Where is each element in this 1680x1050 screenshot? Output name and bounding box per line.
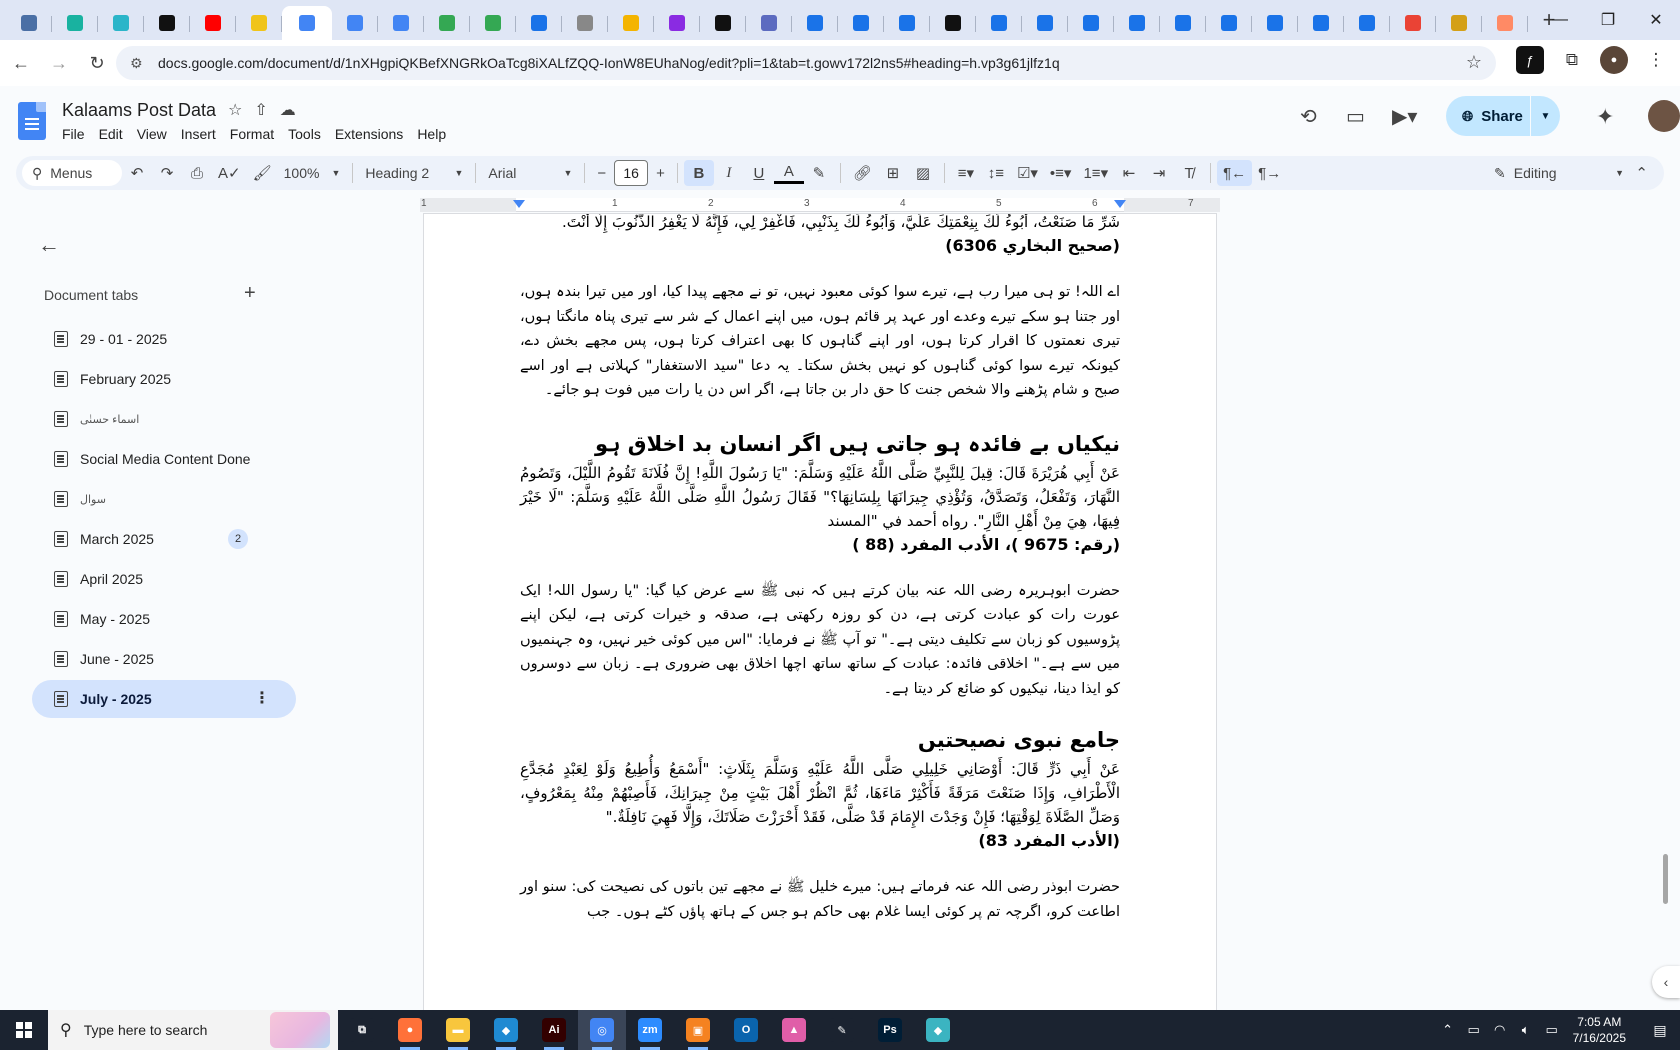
chrome-icon: ◎ <box>590 1018 614 1042</box>
search-placeholder: Type here to search <box>83 1022 208 1038</box>
decrease-indent-icon[interactable]: ⇤ <box>1122 165 1136 182</box>
add-tab-icon[interactable]: + <box>244 282 256 304</box>
clock-time: 7:05 AM <box>1577 1015 1622 1029</box>
caret-down-icon: ▼ <box>1615 168 1624 178</box>
tab-label: March 2025 <box>80 531 154 547</box>
ruler <box>0 198 1680 214</box>
document-tabs-heading: Document tabs <box>44 287 139 303</box>
style-select[interactable] <box>359 160 469 186</box>
system-tray <box>1435 1010 1680 1050</box>
taskbar-app-task-view[interactable] <box>338 1010 386 1050</box>
volume-icon[interactable]: 🔈︎ <box>1521 1022 1530 1037</box>
sidebar-tab-june-2025[interactable] <box>32 640 296 678</box>
tab-favicon-icon <box>945 15 961 31</box>
collapse-toolbar-icon[interactable]: ⌃ <box>1635 165 1648 182</box>
browser-tab[interactable] <box>470 6 516 40</box>
right-indent-marker[interactable] <box>1114 200 1126 208</box>
hadith-reference: (رقم: 9675 )، الأدب المفرد (88 ) <box>852 534 1120 554</box>
tab-favicon-icon <box>393 15 409 31</box>
tab-favicon-icon <box>807 15 823 31</box>
tab-favicon-icon <box>899 15 915 31</box>
firefox-icon: ● <box>398 1018 422 1042</box>
profile-avatar[interactable]: ● <box>1600 46 1628 74</box>
print-icon[interactable]: ⎙ <box>190 164 203 182</box>
extension-f-icon[interactable]: ƒ <box>1516 46 1544 74</box>
browser-tabs <box>6 0 1528 40</box>
new-tab-button[interactable]: + <box>1542 7 1556 32</box>
chrome-menu-icon[interactable]: ⋮ <box>1647 50 1665 69</box>
tab-favicon-icon <box>623 15 639 31</box>
share-button[interactable] <box>1446 96 1560 136</box>
highlight-icon[interactable]: ✎ <box>812 165 826 182</box>
tab-favicon-icon <box>159 15 175 31</box>
taskbar-app-app-teal[interactable] <box>914 1010 962 1050</box>
browser-tab[interactable] <box>98 6 144 40</box>
editing-mode-select[interactable] <box>1494 160 1624 186</box>
ruler-number: 7 <box>1188 198 1194 209</box>
tab-favicon-icon <box>1083 15 1099 31</box>
browser-tab[interactable] <box>332 6 378 40</box>
tab-favicon-icon <box>577 15 593 31</box>
text-color-icon[interactable]: A <box>774 162 804 184</box>
comments-icon[interactable]: ▭ <box>1346 106 1365 128</box>
star-icon[interactable]: ☆ <box>228 102 243 119</box>
browser-tab[interactable] <box>6 6 52 40</box>
menu-format[interactable]: Format <box>229 126 275 142</box>
document-icon <box>54 331 68 347</box>
docs-header <box>0 86 1680 150</box>
menu-view[interactable]: View <box>136 126 167 142</box>
hadith-reference: (صحيح البخاري 6306) <box>945 236 1120 255</box>
zoom-value: 100% <box>283 165 320 181</box>
line-spacing-icon[interactable]: ↕≡ <box>987 164 1005 182</box>
tab-label: 29 - 01 - 2025 <box>80 331 168 347</box>
notifications-icon[interactable]: ▤ <box>1653 1021 1667 1038</box>
site-info-icon[interactable]: ⚙ <box>130 54 143 71</box>
tab-label: اسماء حسنٰی <box>80 413 140 426</box>
tab-favicon-icon <box>299 15 315 31</box>
sidebar-tab-april-2025[interactable] <box>32 560 296 598</box>
back-button[interactable]: ← <box>12 52 30 73</box>
font-value: Arial <box>488 165 517 181</box>
menu-file[interactable]: File <box>62 126 85 142</box>
bold-icon[interactable]: B <box>684 160 714 186</box>
urdu-paragraph: حضرت ابوذر رضی اللہ عنہ فرماتے ہیں: میرے خلیل ﷺ نے مجھے تین باتوں کی نصیحت کی: سنو اور اطاعت کرو، اگرچہ تم پر کوئی ایسا غلام بھی حاکم ہو جس کے ہاتھ پاؤں کٹے ہوں۔ جب <box>520 879 1120 920</box>
browser-tab[interactable] <box>144 6 190 40</box>
tab-favicon-icon <box>67 15 83 31</box>
browser-tab[interactable] <box>746 6 792 40</box>
url-input[interactable] <box>116 46 1496 80</box>
back-arrow-icon[interactable]: ← <box>38 232 60 257</box>
browser-tab[interactable] <box>976 6 1022 40</box>
sidebar-tab-jan-2025[interactable] <box>32 320 296 358</box>
document-tabs-sidebar <box>16 214 296 1010</box>
tab-favicon-icon <box>991 15 1007 31</box>
gemini-icon[interactable]: ✦ <box>1596 104 1615 129</box>
caret-down-icon: ▼ <box>331 168 341 178</box>
browser-tab[interactable] <box>792 6 838 40</box>
document-icon <box>54 691 68 707</box>
start-button[interactable] <box>0 1010 48 1050</box>
arabic-text: عَنْ أَبِي هُرَيْرَةَ قَالَ: قِيلَ لِلنَّبِيِّ صَلَّى اللَّهُ عَلَيْهِ وَسَلَّمَ: "يَا رَسُولَ اللَّهِ! إِنَّ فُلَانَةَ تَقُومُ اللَّيْلَ، وَتَصُومُ النَّهَارَ، وَتَفْعَلُ، وَتَصَدَّقُ، وَتُؤْذِي جِيرَانَهَا بِلِسَانِهَا؟" فَقَالَ رَسُولُ اللَّهِ صَلَّى اللَّهُ عَلَيْهِ وَسَلَّمَ: "لَا خَيْرَ فِيهَا، هِيَ مِنْ أَهْلِ النَّارِ". رواه أحمد في "المسند <box>520 463 1120 530</box>
browser-tab[interactable] <box>700 6 746 40</box>
urdu-paragraph: حضرت ابوہریرہ رضی اللہ عنہ بیان کرتے ہیں کہ نبی ﷺ سے عرض کیا گیا: "یا رسول اللہ! ایک عورت رات کو عبادت کرتی ہے، دن کو روزہ رکھتی ہے، صدقہ و خیرات کرتی ہے، لیکن اپنے پڑوسیوں کو زبان سے تکلیف دیتی ہے۔" تو آپ ﷺ نے فرمایا: "اس میں کوئی خیر نہیں، وہ جہنمیوں میں سے ہے۔" اخلاقی فائدہ: عبادت کے ساتھ ساتھ اچھا اخلاق بھی ضروری ہے۔ زبان سے دوسروں کو ایذا دینا، نیکیوں کو ضائع کر دیتا ہے۔ <box>520 582 1120 697</box>
hadith-reference: (الأدب المفرد 83) <box>978 831 1120 850</box>
file-explorer-icon: ▬ <box>446 1018 470 1042</box>
zoom-icon: zm <box>638 1018 662 1042</box>
clock-date: 7/16/2025 <box>1572 1031 1626 1045</box>
tab-label: Social Media Content Done <box>80 451 251 467</box>
menu-insert[interactable]: Insert <box>180 126 216 142</box>
version-history-icon[interactable]: ⟲ <box>1300 106 1317 128</box>
tab-favicon-icon <box>439 15 455 31</box>
browser-tab[interactable] <box>1482 6 1528 40</box>
taskbar-apps <box>338 1010 962 1050</box>
tab-options-icon[interactable]: ⋮ <box>254 690 270 707</box>
taskbar-app-vscode[interactable] <box>482 1010 530 1050</box>
tab-favicon-icon <box>1313 15 1329 31</box>
browser-tab[interactable] <box>608 6 654 40</box>
tab-label: May - 2025 <box>80 611 151 627</box>
minimize-button[interactable]: — <box>1552 11 1568 28</box>
browser-tab[interactable] <box>1252 6 1298 40</box>
ruler-number: 3 <box>804 198 810 209</box>
document-icon <box>54 371 68 387</box>
display-icon[interactable]: ▭ <box>1467 1022 1480 1037</box>
urdu-paragraph: اے اللہ! تو ہی میرا رب ہے، تیرے سوا کوئی معبود نہیں، تو نے مجھے پیدا کیا، اور میں تیرا بندہ ہوں، اور جتنا ہو سکے تیرے وعدے اور عہد پر قائم ہوں، میں اپنے اعمال کے شر سے تیری پناہ مانگتا ہوں، تیری نعمتوں کا اقرار کرتا ہوں، اور اپنے گناہوں کا بھی اعتراف کرتا ہوں، پس مجھے بخش دے، کیونکہ تیرے سوا کوئی گناہوں کو نہیں بخش سکتا۔ یہ دعا "سید الاستغفار" کہلاتی ہے اور اسے صبح و شام پڑھنے والا شخص جنت کا حق دار بن جاتا ہے، اگر اس دن یا رات میں فوت ہو جائے۔ <box>520 284 1120 398</box>
tab-label: June - 2025 <box>80 651 154 667</box>
wifi-icon[interactable]: ◠ <box>1493 1022 1506 1037</box>
taskbar-app-pen-tool[interactable] <box>818 1010 866 1050</box>
sidebar-tab-may-2025[interactable] <box>32 600 296 638</box>
cloud-status-icon[interactable]: ☁ <box>279 102 296 119</box>
docs-logo-icon[interactable] <box>18 102 46 140</box>
ruler-number: 2 <box>708 198 714 209</box>
ruler-band <box>420 198 1220 212</box>
bulleted-list-icon[interactable]: •≡▾ <box>1049 165 1072 182</box>
document-title[interactable]: Kalaams Post Data <box>62 100 217 120</box>
browser-tab[interactable] <box>562 6 608 40</box>
browser-tab[interactable] <box>654 6 700 40</box>
browser-tab[interactable] <box>516 6 562 40</box>
tab-favicon-icon <box>21 15 37 31</box>
tab-favicon-icon <box>113 15 129 31</box>
meet-icon[interactable]: ▶▾ <box>1392 106 1418 128</box>
browser-tab[interactable] <box>1160 6 1206 40</box>
task-view-icon: ⧉ <box>350 1018 374 1042</box>
underline-icon[interactable]: U <box>753 164 765 182</box>
increase-indent-icon[interactable]: ⇥ <box>1152 165 1166 182</box>
tab-favicon-icon <box>347 15 363 31</box>
section-heading: نیکیاں بے فائدہ ہو جاتی ہیں اگر انسان بد اخلاق ہو <box>595 431 1120 456</box>
search-icon: ⚲ <box>60 1022 72 1039</box>
tab-label: February 2025 <box>80 371 172 387</box>
insert-image-icon[interactable]: ▨ <box>915 165 931 182</box>
font-size-input[interactable]: 16 <box>614 160 648 186</box>
address-bar-row <box>0 40 1680 86</box>
tab-favicon-icon <box>1405 15 1421 31</box>
share-label: Share <box>1481 107 1523 125</box>
illustrator-icon: Ai <box>542 1018 566 1042</box>
paint-format-icon[interactable]: 🖌︎ <box>252 165 272 182</box>
chevron-up-icon[interactable]: ⌃ <box>1442 1022 1454 1037</box>
tab-favicon-icon <box>205 15 221 31</box>
menu-bar <box>55 124 453 144</box>
document-page[interactable] <box>424 214 1216 1010</box>
browser-tab[interactable] <box>424 6 470 40</box>
browser-tab[interactable] <box>1298 6 1344 40</box>
tab-favicon-icon <box>1497 15 1513 31</box>
tab-label: July - 2025 <box>80 691 152 707</box>
menu-edit[interactable]: Edit <box>98 126 123 142</box>
editing-label: Editing <box>1513 165 1557 181</box>
tab-favicon-icon <box>1221 15 1237 31</box>
sidebar-tab-march-2025[interactable] <box>32 520 296 558</box>
tab-favicon-icon <box>853 15 869 31</box>
tab-favicon-icon <box>715 15 731 31</box>
tab-favicon-icon <box>251 15 267 31</box>
left-indent-marker[interactable] <box>513 200 525 208</box>
taskbar-app-file-explorer[interactable] <box>434 1010 482 1050</box>
document-icon <box>54 651 68 667</box>
browser-tab[interactable] <box>1068 6 1114 40</box>
arabic-text: عَنْ أَبِي ذَرٍّ قَالَ: أَوْصَانِي خَلِيلِي صَلَّى اللَّهُ عَلَيْهِ وَسَلَّمَ بِثَلَاثٍ: "أَسْمَعُ وَأُطِيعُ وَلَوْ لِعَبْدٍ مُجَدَّعِ الْأَطْرَافِ، وَإِذَا صَنَعْتَ مَرَقَةً فَأَكْثِرْ مَاءَهَا، ثُمَّ انْظُرْ أَهْلَ بَيْتٍ مِنْ جِيرَانِكَ، فَأَصِبْهُمْ مِنْهُ بِمَعْرُوفٍ، وَصَلِّ الصَّلَاةَ لِوَقْتِهَا؛ فَإِنْ وَجَدْتَ الإِمَامَ قَدْ صَلَّى، فَقَدْ أَحْرَزْتَ صَلَاتَكَ، وَإِلَّا فَهِيَ نَافِلَةٌ." <box>520 760 1120 826</box>
document-icon <box>54 531 68 547</box>
document-body[interactable] <box>520 214 1120 924</box>
browser-tab[interactable] <box>1390 6 1436 40</box>
clear-formatting-icon[interactable]: T̸ <box>1184 164 1194 182</box>
reload-button[interactable]: ↻ <box>89 52 105 73</box>
ruler-number: 1 <box>612 198 618 209</box>
browser-tab[interactable] <box>884 6 930 40</box>
caret-down-icon: ▼ <box>454 168 464 178</box>
sidebar-tab-july-2025[interactable] <box>32 680 296 718</box>
tab-favicon-icon <box>485 15 501 31</box>
taskbar-app-firefox[interactable] <box>386 1010 434 1050</box>
tab-favicon-icon <box>669 15 685 31</box>
sidebar-tab-february-2025[interactable] <box>32 360 296 398</box>
browser-tab[interactable] <box>1206 6 1252 40</box>
document-icon <box>54 611 68 627</box>
decrease-font-size-icon[interactable]: − <box>597 164 607 182</box>
close-window-button[interactable]: ✕ <box>1649 12 1663 29</box>
restore-button[interactable]: ❐ <box>1600 12 1616 29</box>
browser-tab[interactable] <box>378 6 424 40</box>
tab-favicon-icon <box>1359 15 1375 31</box>
forward-button[interactable]: → <box>50 52 68 73</box>
checklist-icon[interactable]: ☑▾ <box>1016 165 1038 182</box>
browser-tab[interactable] <box>1344 6 1390 40</box>
taskbar-app-zoom[interactable] <box>626 1010 674 1050</box>
pen-tool-icon: ✎ <box>830 1018 854 1042</box>
browser-tab[interactable] <box>1114 6 1160 40</box>
taskbar-app-chrome[interactable] <box>578 1010 626 1050</box>
tab-favicon-icon <box>1451 15 1467 31</box>
sidebar-tab-sawal[interactable] <box>32 480 296 518</box>
tab-favicon-icon <box>761 15 777 31</box>
document-icon <box>54 571 68 587</box>
bookmark-star-icon[interactable]: ☆ <box>1465 52 1482 72</box>
italic-icon[interactable]: I <box>726 164 732 181</box>
ruler-number: 4 <box>900 198 906 209</box>
tab-favicon-icon <box>1267 15 1283 31</box>
menu-tools[interactable]: Tools <box>288 126 321 142</box>
windows-taskbar <box>0 1010 1680 1050</box>
search-highlight-image <box>270 1012 330 1048</box>
font-select[interactable] <box>482 160 578 186</box>
extensions-puzzle-icon[interactable]: ⧉ <box>1565 50 1579 69</box>
menus-label: Menus <box>50 165 93 181</box>
menus-search[interactable] <box>22 160 122 186</box>
ruler-number: 5 <box>996 198 1002 209</box>
tab-favicon-icon <box>531 15 547 31</box>
rtl-paragraph-icon[interactable]: ¶← <box>1217 160 1252 186</box>
section-heading: جامع نبوی نصیحتیں <box>917 728 1120 752</box>
tab-favicon-icon <box>1037 15 1053 31</box>
taskbar-app-photoshop[interactable] <box>866 1010 914 1050</box>
share-dropdown-icon[interactable]: ▼ <box>1530 96 1560 136</box>
tab-favicon-icon <box>1175 15 1191 31</box>
pencil-icon: ✎ <box>1494 164 1506 181</box>
browser-tab[interactable] <box>52 6 98 40</box>
taskbar-app-photos[interactable] <box>770 1010 818 1050</box>
browser-tab[interactable] <box>838 6 884 40</box>
taskbar-search[interactable] <box>48 1010 338 1050</box>
link-icon[interactable]: 🔗︎ <box>852 165 872 182</box>
browser-tab-strip <box>0 0 1680 40</box>
caret-down-icon: ▼ <box>563 168 573 178</box>
menu-extensions[interactable]: Extensions <box>334 126 404 142</box>
photoshop-icon: Ps <box>878 1018 902 1042</box>
arabic-text: شَرِّ مَا صَنَعْتُ، أَبُوءُ لَكَ بِنِعْمَتِكَ عَلَيَّ، وَأَبُوءُ لَكَ بِذَنْبِي، فَاغْفِرْ لِي، فَإِنَّهُ لَا يَغْفِرُ الذُّنُوبَ إِلَّا أَنْتَ. <box>561 214 1120 231</box>
spellcheck-icon[interactable]: A✓ <box>218 165 241 182</box>
browser-tab[interactable] <box>930 6 976 40</box>
clock[interactable] <box>1573 1014 1626 1046</box>
photos-icon: ▲ <box>782 1018 806 1042</box>
browser-tab[interactable] <box>1436 6 1482 40</box>
sidebar-tab-asma-husna[interactable] <box>32 400 296 438</box>
vscode-icon: ◆ <box>494 1018 518 1042</box>
numbered-list-icon[interactable]: 1≡▾ <box>1083 165 1109 182</box>
windows-logo-icon <box>16 1022 32 1038</box>
globe-icon: 🌐︎ <box>1462 107 1474 124</box>
side-panel-toggle-icon[interactable]: ‹ <box>1652 966 1680 998</box>
increase-font-size-icon[interactable]: + <box>656 164 665 182</box>
account-avatar[interactable] <box>1648 100 1680 132</box>
tab-label: سوال <box>80 493 106 506</box>
browser-tab[interactable] <box>190 6 236 40</box>
document-icon <box>54 491 68 507</box>
scrollbar-thumb[interactable] <box>1663 854 1668 904</box>
browser-tab[interactable] <box>1022 6 1068 40</box>
formatting-toolbar <box>16 156 1664 190</box>
document-icon <box>54 451 68 467</box>
document-icon <box>54 411 68 427</box>
add-comment-icon[interactable]: ⊞ <box>886 165 900 182</box>
sidebar-tab-social-media[interactable] <box>32 440 296 478</box>
tab-favicon-icon <box>1129 15 1145 31</box>
taskbar-app-illustrator[interactable] <box>530 1010 578 1050</box>
align-icon[interactable]: ≡▾ <box>957 165 975 182</box>
ruler-number: 6 <box>1092 198 1098 209</box>
move-icon[interactable]: ⇧ <box>254 102 268 119</box>
ruler-number: 1 <box>421 198 427 209</box>
style-value: Heading 2 <box>365 165 430 181</box>
tab-label: April 2025 <box>80 571 144 587</box>
url-text: docs.google.com/document/d/1nXHgpiQKBefXNGRkOaTcg8iXALfZQQ-IonW8EUhaNog/edit?pli=1&tab=t.gowv172l2ns5#heading=h.vp3g61jlfz1q <box>158 55 1060 71</box>
search-icon: ⚲ <box>32 164 43 181</box>
window-controls <box>1536 0 1680 40</box>
browser-tab-active[interactable] <box>282 6 332 40</box>
browser-tab[interactable] <box>236 6 282 40</box>
taskbar-app-outlook[interactable] <box>722 1010 770 1050</box>
zoom-select[interactable] <box>278 160 347 186</box>
ltr-paragraph-icon[interactable]: ¶→ <box>1258 164 1282 182</box>
menu-help[interactable]: Help <box>417 126 447 142</box>
taskbar-app-app-orange[interactable] <box>674 1010 722 1050</box>
undo-icon[interactable]: ↶ <box>130 165 144 182</box>
outlook-icon: O <box>734 1018 758 1042</box>
app-orange-icon: ▣ <box>686 1018 710 1042</box>
battery-icon[interactable]: ▭ <box>1545 1022 1558 1037</box>
redo-icon[interactable]: ↷ <box>160 165 174 182</box>
app-teal-icon: ◆ <box>926 1018 950 1042</box>
subtab-count-badge: 2 <box>228 529 248 549</box>
